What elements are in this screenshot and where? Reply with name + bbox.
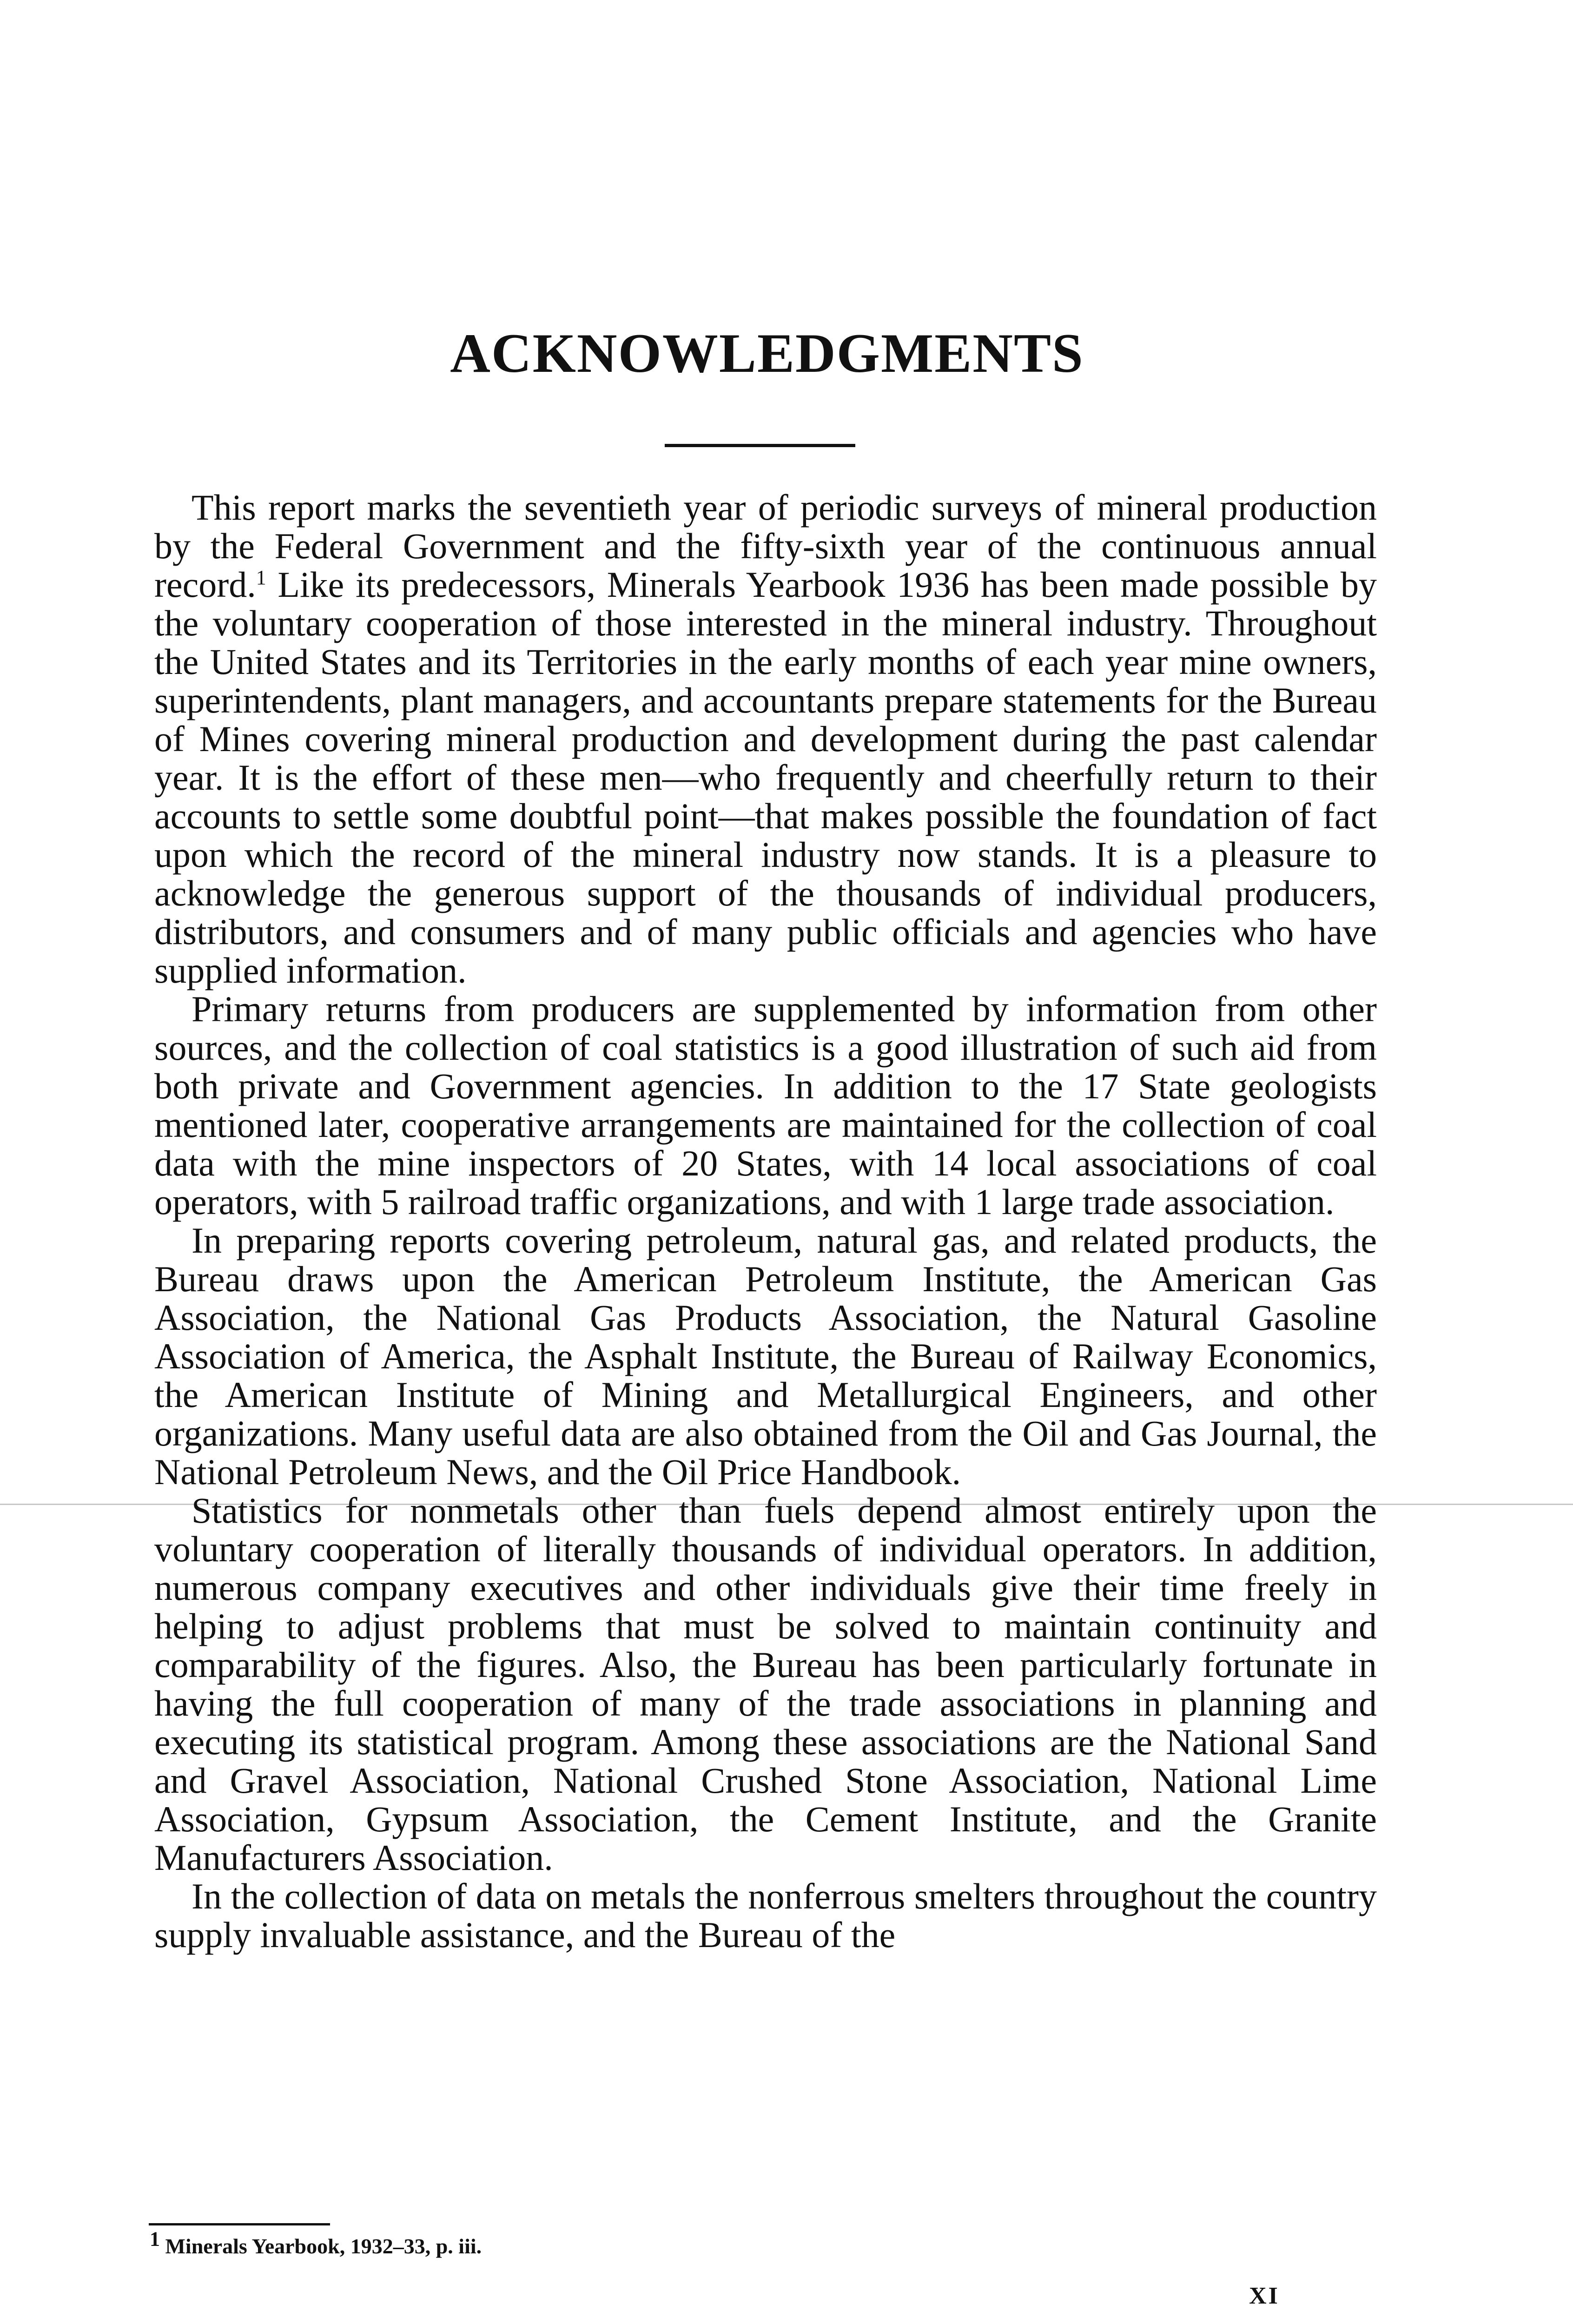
title-divider xyxy=(665,444,855,447)
paragraph-2: Primary returns from producers are supplemented by information from other sources, and the collection of coal statistics is a good illustration of such aid from both private and Government agencies. In addition to the 17 State geologists mentioned later, cooperative arrangements are maintained for the collection of coal data with the mine inspectors of 20 States, with 14 local associations of coal operators, with 5 railroad traffic organizations, and with 1 large trade association. xyxy=(154,989,1377,1222)
paragraph-1 xyxy=(154,488,1377,990)
footnote-reference: 1 xyxy=(256,566,266,589)
paragraph-3: In preparing reports covering petroleum, natural gas, and related products, the Bureau draws upon the American Petroleum Institute, the American Gas Association, the National Gas Products Association, the Natural Gasoline Association of America, the Asphalt Institute, the Bureau of Railway Economics, the American Institute of Mining and Metallurgical Engineers, and other organizations. Many useful data are also obtained from the Oil and Gas Journal, the National Petroleum News, and the Oil Price Handbook. xyxy=(154,1220,1377,1492)
page-title: ACKNOWLEDGMENTS xyxy=(450,322,1084,384)
paragraph-4: Statistics for nonmetals other than fuels depend almost entirely upon the voluntary cooperation of literally thousands of individual operators. In addition, numerous company executives and other individuals give their time freely in helping to adjust problems that must be solved to maintain continuity and comparability of the figures. Also, the Bureau has been particularly fortunate in having the full cooperation of many of the trade associations in planning and executing its statistical program. Among these associations are the National Sand and Gravel Association, National Crushed Stone Association, National Lime Association, Gypsum Association, the Cement Institute, and the Granite Manufacturers Association. xyxy=(154,1490,1377,1878)
paragraph-5: In the collection of data on metals the nonferrous smelters throughout the country supply invaluable assistance, and the Bureau of the xyxy=(154,1876,1377,1955)
paragraph-1-text-continued: Like its predecessors, Minerals Yearbook 1936 has been made possible by the voluntary cooperation of those interested in the mineral industry. Throughout the United States and its Territories in the early months of each year mine owners, superintendents, plant managers, and accountants prepare statements for the Bureau of Mines covering mineral production and development during the past calendar year. It is the effort of these men—who frequently and cheerfully return to their accounts to settle some doubtful point—that makes possible the foundation of fact upon which the record of the mineral industry now stands. It is a pleasure to acknowledge the generous support of the thousands of individual producers, distributors, and consumers and of many public officials and agencies who have supplied information. xyxy=(154,564,1377,990)
page-number: XI xyxy=(1249,2283,1280,2309)
footnote xyxy=(150,2227,893,2259)
paragraph-1-text: This report marks the seventieth year of periodic surveys of mineral production by the Federal Government and the fifty-sixth year of the continuous annual record. xyxy=(154,487,1377,605)
footnote-divider xyxy=(149,2223,330,2225)
footnote-text: Minerals Yearbook, 1932–33, p. iii. xyxy=(165,2234,482,2258)
body-text xyxy=(154,488,1377,1954)
footnote-marker: 1 xyxy=(150,2227,160,2251)
